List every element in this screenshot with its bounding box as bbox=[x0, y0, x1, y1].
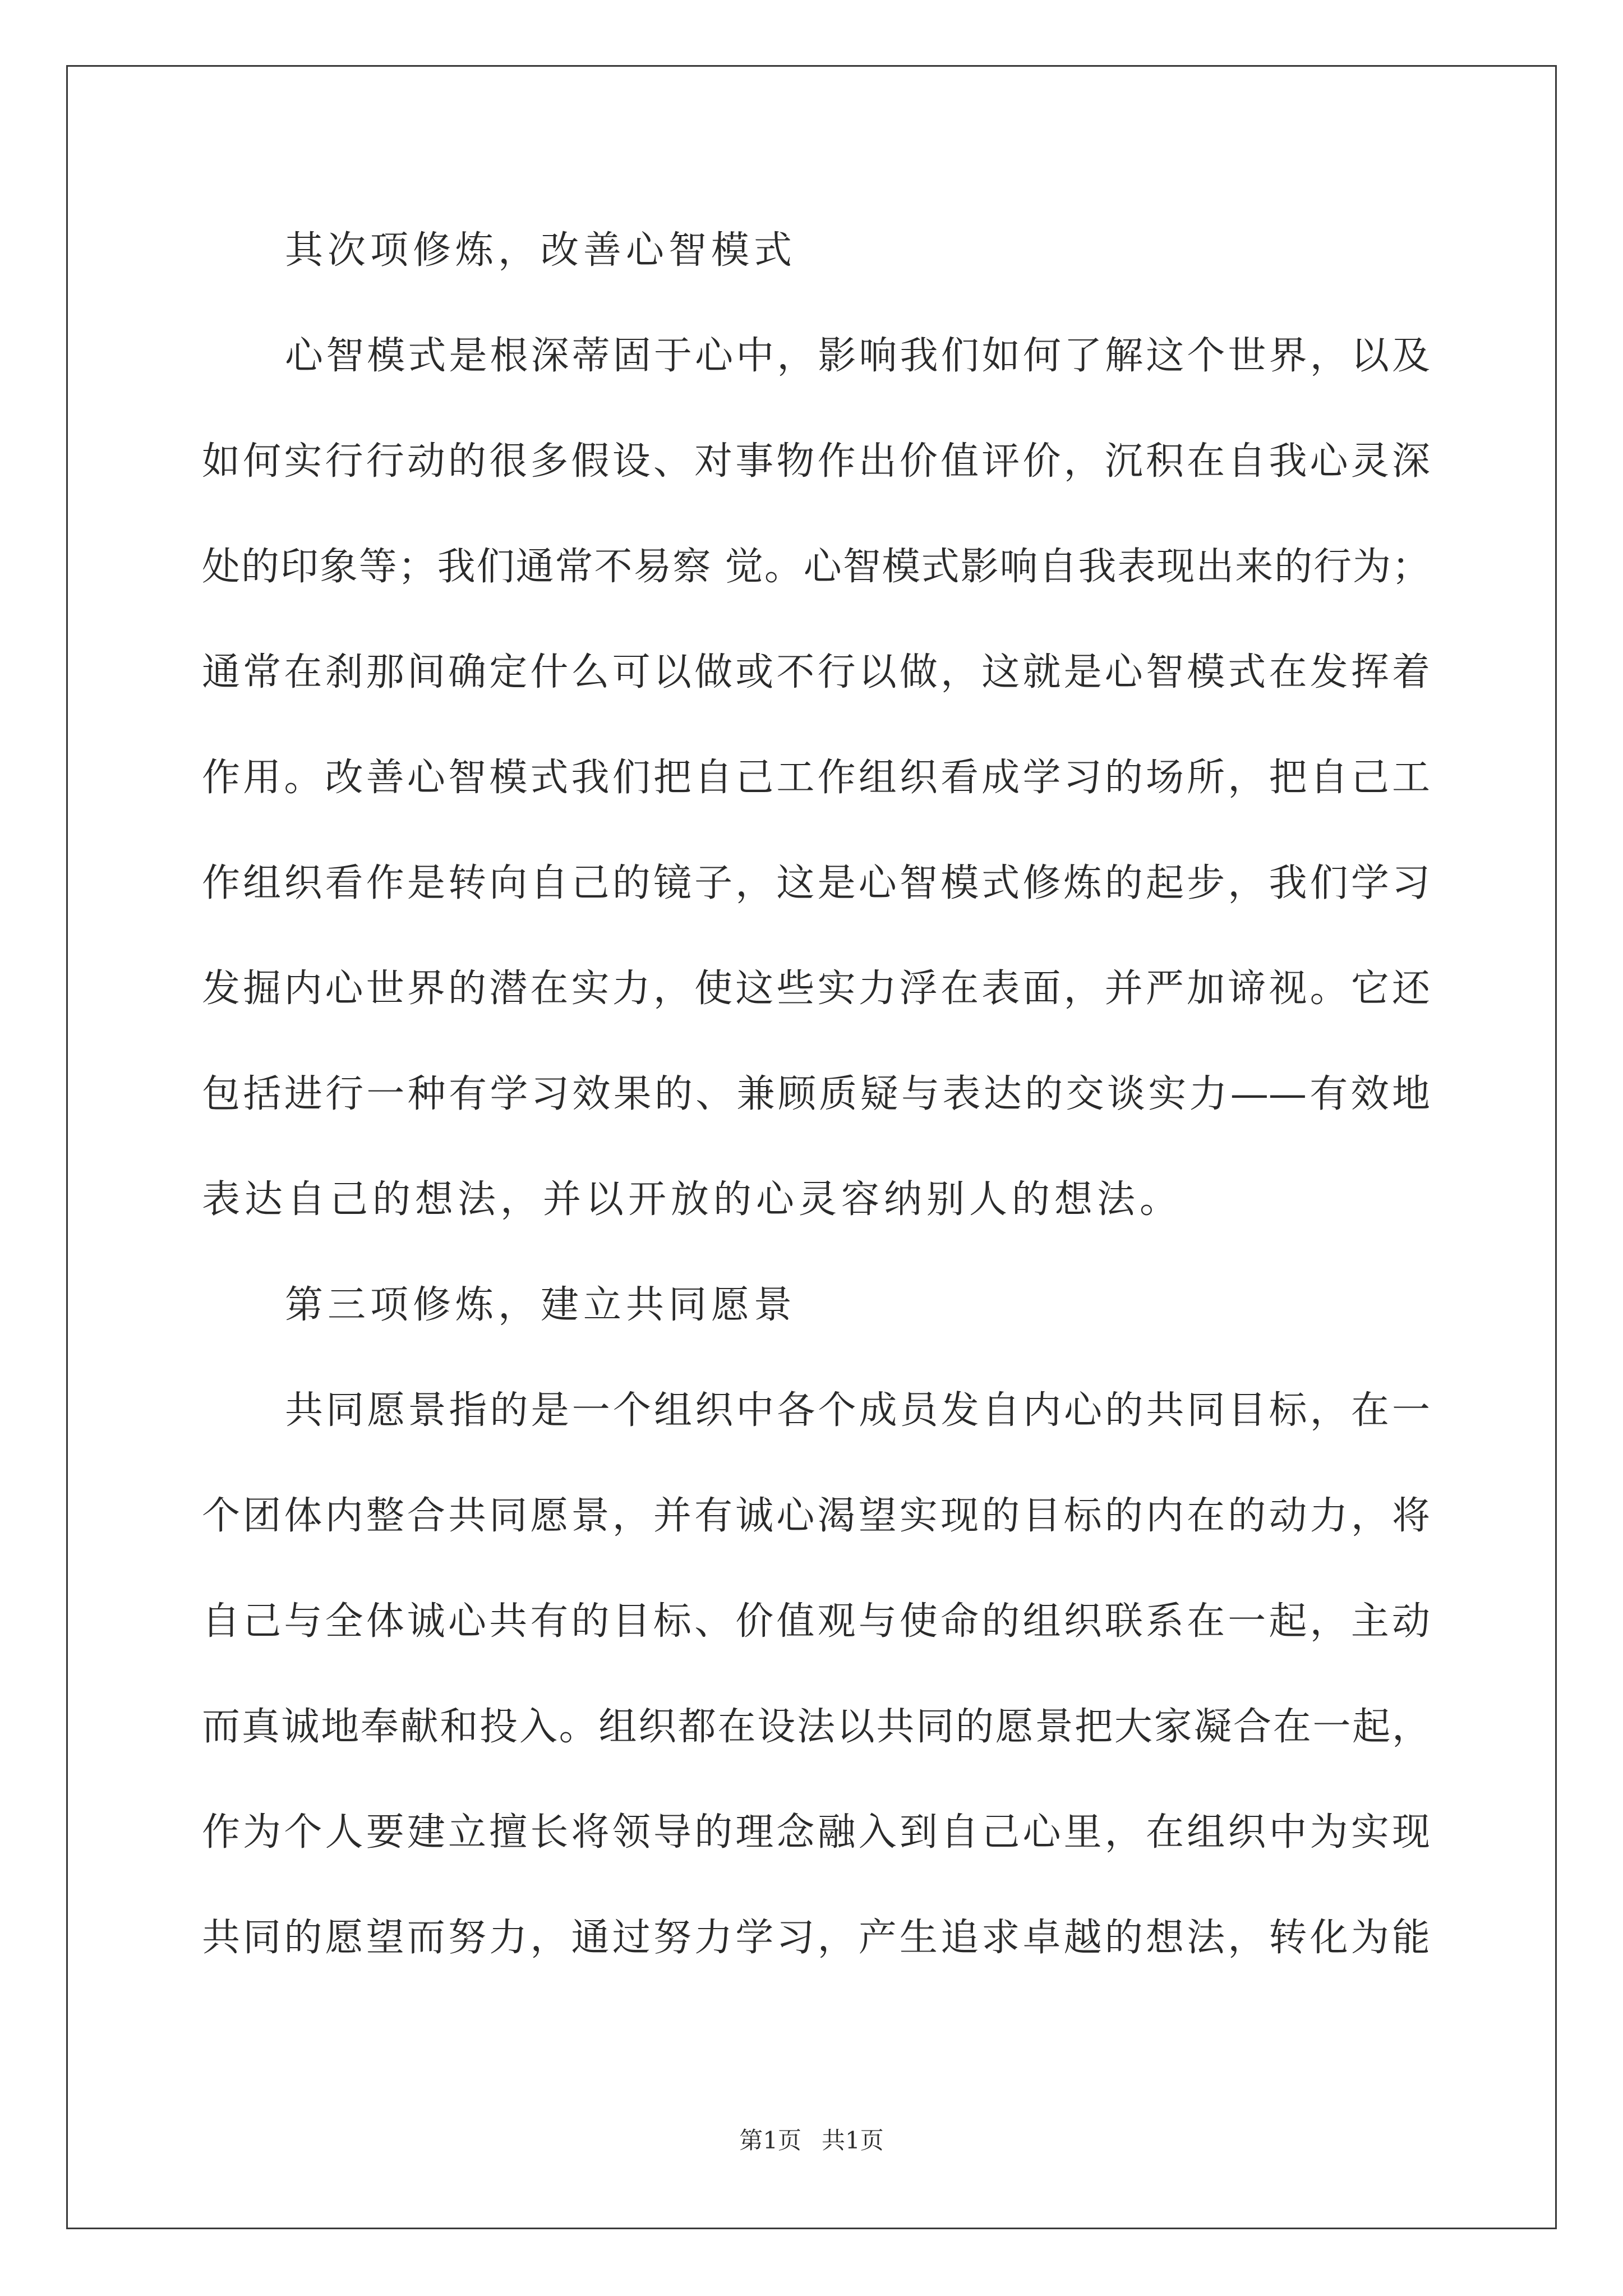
page-number: 第1页 bbox=[739, 2127, 801, 2154]
paragraph-line: 作组织看作是转向自己的镜子，这是心智模式修炼的起步，我们学习 bbox=[202, 861, 1430, 905]
page-footer bbox=[0, 2124, 1623, 2157]
paragraph-line: 作用。改善心智模式我们把自己工作组织看成学习的场所，把自己工 bbox=[202, 756, 1430, 800]
paragraph-line: 共同愿景指的是一个组织中各个成员发自内心的共同目标，在一 bbox=[285, 1388, 1430, 1433]
paragraph-line: 包括进行一种有学习效果的、兼顾质疑与表达的交谈实力——有效地 bbox=[202, 1072, 1430, 1116]
page-border bbox=[66, 65, 1557, 2229]
section-heading-shared-vision: 第三项修炼，建立共同愿景 bbox=[285, 1283, 797, 1327]
paragraph-line: 通常在刹那间确定什么可以做或不行以做，这就是心智模式在发挥着 bbox=[202, 650, 1430, 694]
paragraph-line: 心智模式是根深蒂固于心中，影响我们如何了解这个世界，以及 bbox=[285, 334, 1430, 378]
paragraph-line: 个团体内整合共同愿景，并有诚心渴望实现的目标的内在的动力，将 bbox=[202, 1494, 1430, 1538]
paragraph-line: 发掘内心世界的潜在实力，使这些实力浮在表面，并严加谛视。它还 bbox=[202, 967, 1430, 1011]
paragraph-line: 作为个人要建立擅长将领导的理念融入到自己心里，在组织中为实现 bbox=[202, 1810, 1430, 1855]
paragraph-line: 如何实行行动的很多假设、对事物作出价值评价，沉积在自我心灵深 bbox=[202, 439, 1430, 484]
total-pages: 共1页 bbox=[822, 2127, 884, 2154]
paragraph-line: 表达自己的想法，并以开放的心灵容纳别人的想法。 bbox=[202, 1177, 1183, 1222]
section-heading-mental-models: 其次项修炼，改善心智模式 bbox=[285, 228, 797, 273]
paragraph-line: 自己与全体诚心共有的目标、价值观与使命的组织联系在一起，主动 bbox=[202, 1599, 1430, 1644]
paragraph-line: 而真诚地奉献和投入。组织都在设法以共同的愿景把大家凝合在一起， bbox=[202, 1705, 1430, 1749]
paragraph-line: 共同的愿望而努力，通过努力学习，产生追求卓越的想法，转化为能 bbox=[202, 1916, 1430, 1960]
paragraph-line: 处的印象等；我们通常不易察 觉。心智模式影响自我表现出来的行为； bbox=[202, 545, 1430, 589]
